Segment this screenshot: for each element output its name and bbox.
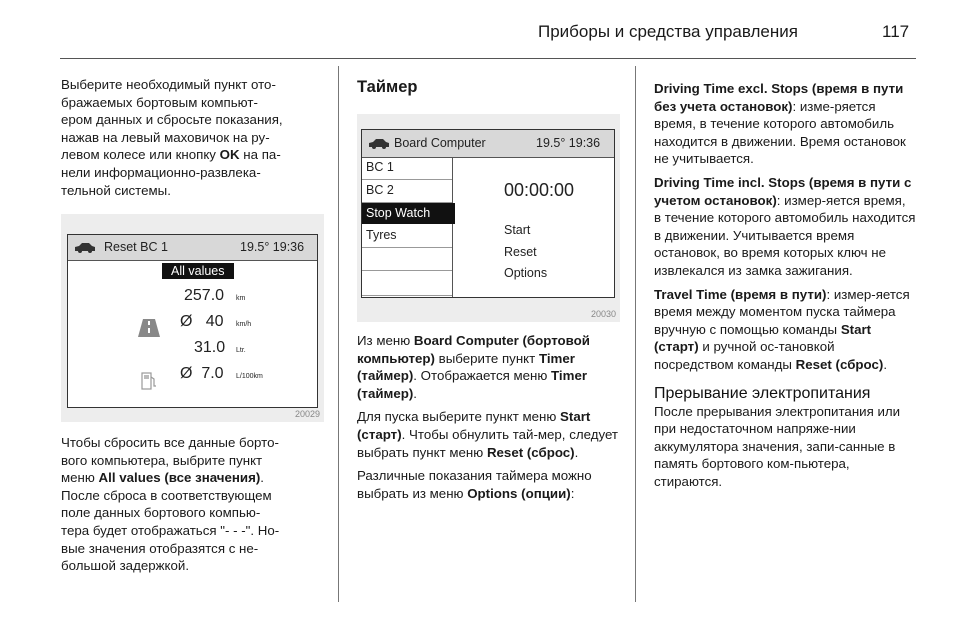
- paragraph: Для пуска выберите пункт меню Start (старт). Чтобы обнулить тай-мер, следует выбрать пункт меню Reset (сброс).: [357, 409, 619, 460]
- text-line: большой задержкой.: [61, 558, 190, 574]
- option-reset[interactable]: Reset: [504, 245, 537, 259]
- screen-title-bar: [68, 235, 317, 261]
- text-line: вые значения отобразятся с не-: [61, 540, 259, 556]
- menu-item-stop-watch[interactable]: Stop Watch: [362, 203, 455, 224]
- paragraph: После прерывания электропитания или при недостаточном напряже-нии аккумулятора значения, запи-санные в память бортового ком-пьютера, стираются.: [654, 403, 901, 489]
- column-1-after: [61, 434, 326, 575]
- section-heading-power-interruption: Прерывание электропитания: [654, 384, 871, 402]
- intro-line: Выберите необходимый пункт ото-: [61, 77, 276, 92]
- column-3-text: [654, 80, 916, 496]
- text-line: вого компьютера, выбрите пункт: [61, 452, 263, 468]
- paragraph-driving-time-incl: Driving Time incl. Stops (время в пути с учетом остановок): измер-яется время, в течение которого автомобиль находится в движении. Учитывается время остановок, во время которых ключ не извлекался из замка зажигания.: [654, 174, 916, 278]
- screen-title: Board Computer: [394, 136, 486, 150]
- avg-consumption-value: Ø 7.0: [180, 365, 224, 382]
- section-heading-timer: Таймер: [357, 78, 418, 96]
- option-options[interactable]: Options: [504, 266, 548, 280]
- all-values-highlight: All values: [162, 263, 234, 279]
- fuel-used-unit: Ltr.: [236, 347, 246, 354]
- fuel-used-value: 31.0: [194, 339, 226, 356]
- road-icon: [138, 319, 160, 337]
- paragraph-driving-time-excl: Driving Time excl. Stops (время в пути без учета остановок): изме-ряется время, в течение которого автомобиль находится в движении. Время остановок не учитывается.: [654, 81, 906, 167]
- intro-line: бражаемых бортовым компьют-: [61, 94, 258, 110]
- figure-number: 20030: [590, 309, 616, 319]
- text-line: Чтобы сбросить все данные борто-: [61, 435, 279, 450]
- menu-item-bc2[interactable]: BC 2: [362, 180, 452, 203]
- temp-time: 19.5° 19:36: [240, 240, 305, 254]
- avg-speed-value: Ø 40: [180, 313, 224, 330]
- temp-time: 19.5° 19:36: [536, 136, 601, 150]
- avg-consumption-unit: L/100km: [236, 373, 263, 380]
- intro-line: левом колесе или кнопку OK на па-: [61, 147, 281, 163]
- page-number: 117: [882, 22, 910, 41]
- menu-item-bc1[interactable]: BC 1: [362, 157, 452, 180]
- column-2-text: [357, 332, 622, 508]
- car-icon: [368, 138, 390, 149]
- screen-title-bar: [362, 130, 614, 158]
- intro-line: нажав на левый маховичок на ру-: [61, 129, 270, 145]
- figure-number: 20029: [294, 409, 320, 419]
- paragraph-travel-time: Travel Time (время в пути): измер-яется время между моментом пуска таймера вручную с помощью команды Start (старт) и ручной ос-тановкой посредством команды Reset (сброс).: [654, 286, 910, 372]
- menu-list: [362, 157, 453, 297]
- reset-bc-screen: [67, 234, 318, 408]
- paragraph: Из меню Board Computer (бортовой компьютер) выберите пункт Timer (таймер). Отображается меню Timer (таймер).: [357, 333, 590, 401]
- text-line: поле данных бортового компью-: [61, 505, 261, 521]
- option-start[interactable]: Start: [504, 223, 531, 237]
- paragraph: Различные показания таймера можно выбрать из меню Options (опции):: [357, 468, 592, 501]
- reset-bc-figure: [61, 214, 324, 422]
- car-icon: [74, 242, 96, 253]
- menu-item-tyres[interactable]: Tyres: [362, 225, 452, 248]
- intro-line: ером данных и сбросьте показания,: [61, 112, 283, 128]
- header-divider: [60, 58, 916, 59]
- screen-title: Reset BC 1: [104, 240, 168, 254]
- menu-item-empty: [362, 271, 452, 296]
- text-line: меню All values (все значения).: [61, 470, 264, 486]
- column-divider-2: [635, 66, 636, 602]
- stopwatch-figure: [357, 114, 620, 322]
- fuel-pump-icon: [141, 371, 157, 390]
- text-line: тера будет отображаться "- - -". Но-: [61, 522, 280, 538]
- board-computer-screen: [361, 129, 615, 298]
- distance-unit: km: [236, 295, 246, 302]
- intro-line: нели информационно-развлека-: [61, 164, 261, 180]
- column-1-intro: [61, 76, 326, 199]
- distance-value: 257.0: [184, 287, 225, 304]
- intro-line: тельной системы.: [61, 182, 171, 198]
- page-header-title: Приборы и средства управления: [538, 22, 798, 41]
- timer-display: 00:00:00: [504, 180, 575, 200]
- column-divider-1: [338, 66, 339, 602]
- text-line: После сброса в соответствующем: [61, 487, 272, 503]
- menu-item-empty: [362, 248, 452, 271]
- avg-speed-unit: km/h: [236, 321, 252, 328]
